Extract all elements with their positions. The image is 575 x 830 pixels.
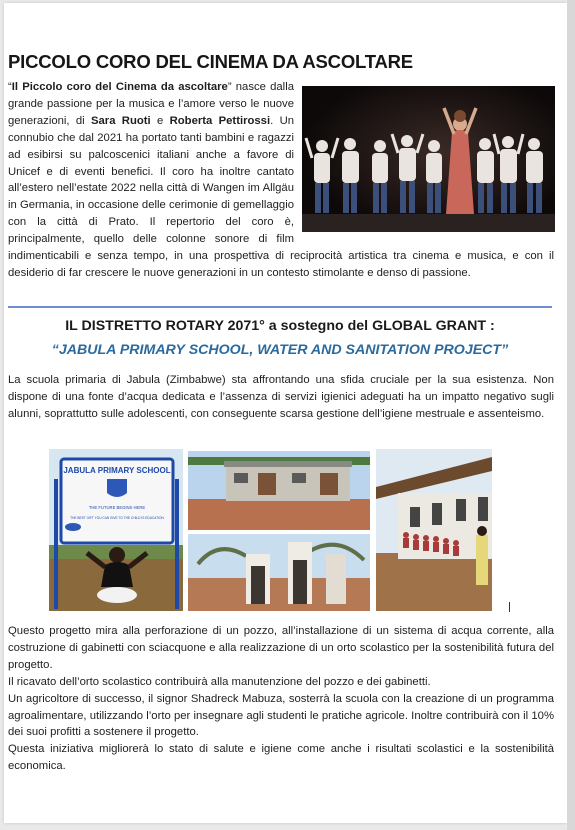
project-paragraph-2: Il ricavato dell’orto scolastico contribuirà alla manutenzione del pozzo e dei gabinetti.	[8, 675, 431, 688]
quote-open: “	[8, 81, 12, 93]
choir-paragraph	[8, 79, 554, 282]
founder-2: Roberta Pettirossi	[169, 114, 271, 127]
text-and: e	[150, 114, 170, 127]
section2-subtitle: “JABULA PRIMARY SCHOOL, WATER AND SANITATION PROJECT”	[51, 342, 509, 358]
intro-text-b: . Un connubio che dal 2021 ha portato tanti bambini e ragazzi ad esibirsi su palcoscenici italiani anche a favore di Unicef e di eventi benefici. Il coro ha inoltre cantato all’estero nell’estate 2022 nella città di Wangen im Allgäu in Germania, in occasione delle cerimonie di gemellaggio con la città di Prato. Il repertorio del coro è, principalmente, quello delle colonne sonore di film indimenticabili e senza tempo, in una prospettiva di reciprocità artistica tra cinema e musica, e con il desiderio di far crescere le nuove generazioni in un contesto stimolante e denso di passione.	[8, 114, 554, 279]
sign-title: JABULA PRIMARY SCHOOL	[63, 466, 171, 475]
building-image	[188, 451, 370, 530]
school-sign-photo	[49, 449, 183, 611]
jabula-intro-paragraph: La scuola primaria di Jabula (Zimbabwe) sta affrontando una sfida cruciale per la sua esistenza. Non dispone di una fonte d’acqua dedicata e l’assenza di servizi igienici adeguati ha un impatto negativo sugli alunni, soprattutto sulle adolescenti, con conseguente scarsa gestione dell’igiene mestruale e assenteismo.	[8, 374, 554, 420]
project-paragraph-1: Questo progetto mira alla perforazione di un pozzo, all’installazione di un sistema di acqua corrente, alla costruzione di gabinetti con sciacquone e alla realizzazione di un orto scolastico per la sostenibilità futura del progetto.	[8, 625, 554, 671]
school-sign-image	[49, 449, 183, 611]
project-paragraph-3: Un agricoltore di successo, il signor Shadreck Mabuza, sosterrà la scuola con la creazione di un programma agroalimentare, utilizzando l’orto per insegnare agli studenti le pratiche agricole. Inoltre contribuirà con il 10% dei suoi profitti a sostenere il progetto.	[8, 692, 554, 739]
sign-quote: THE BEST GIFT YOU CAN GIVE TO THE CHILD IS EDUCATION	[70, 516, 164, 520]
sign-motto: THE FUTURE BEGINS HERE	[88, 505, 146, 510]
intro-text-a: nasce dalla grande passione per la musica e l’amore verso le nuove generazioni, di	[8, 81, 294, 127]
project-description	[8, 623, 554, 775]
page-edge	[567, 0, 575, 830]
students-image	[376, 449, 492, 611]
choir-photo	[302, 86, 555, 232]
founder-1: Sara Ruoti	[90, 114, 151, 127]
section1-title: PICCOLO CORO DEL CINEMA DA ASCOLTARE	[8, 51, 413, 72]
toilets-image	[188, 534, 370, 611]
choir-photo-image	[302, 86, 555, 232]
section-divider	[8, 306, 552, 308]
students-photo	[376, 449, 492, 611]
toilets-photo	[188, 534, 370, 611]
project-paragraph-4: Questa iniziativa migliorerà lo stato di salute e igiene come anche i risultati scolastici e la sostenibilità economica.	[8, 743, 554, 773]
section2-title: IL DISTRETTO ROTARY 2071° a sostegno del GLOBAL GRANT :	[65, 318, 495, 334]
school-building-photo	[188, 451, 370, 530]
quote-close: ”	[227, 81, 232, 93]
choir-name: Il Piccolo coro del Cinema da ascoltare	[11, 81, 228, 93]
text-cursor	[509, 602, 510, 612]
